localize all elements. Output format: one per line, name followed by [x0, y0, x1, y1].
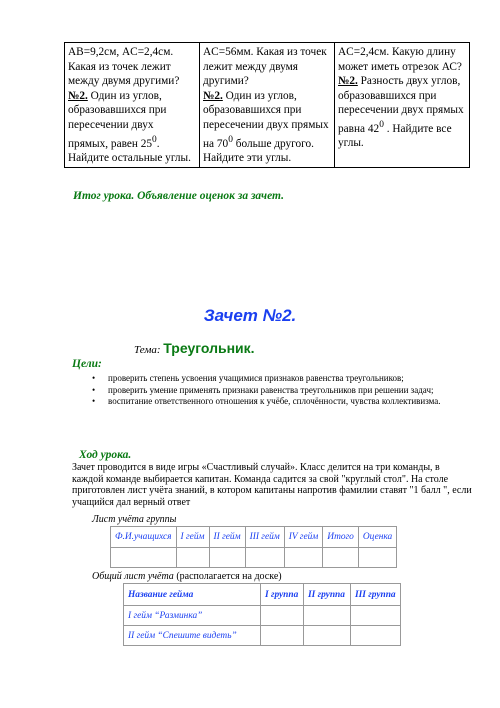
column-header: III группа — [351, 584, 401, 606]
list-item — [92, 385, 482, 397]
goal-text: проверить умение применять признаки равенства треугольников при решении задач; — [108, 384, 434, 395]
table-cell — [176, 548, 209, 568]
task-text: AC=56мм. Какая из точек лежит между двумя другими? — [203, 46, 327, 88]
table-cell — [261, 606, 304, 626]
general-table — [123, 583, 401, 646]
table-cell — [358, 548, 396, 568]
table-header-row — [111, 527, 397, 548]
column-header: II группа — [304, 584, 351, 606]
table-cell — [304, 626, 351, 646]
table-cell: I гейм “Разминка” — [124, 606, 261, 626]
task-text: . Найдите все углы. — [338, 122, 452, 150]
table-header-row — [124, 584, 401, 606]
degree-sup: 0 — [379, 119, 384, 130]
task-text: Один из углов, образовавшихся при пересечении двух прямых на 70 — [203, 89, 329, 150]
task-row — [65, 43, 470, 168]
degree-sup: 0 — [152, 134, 157, 145]
table-cell: II гейм “Спешите видеть” — [124, 626, 261, 646]
table-cell — [284, 548, 323, 568]
degree-sup: 0 — [228, 134, 233, 145]
task-table — [64, 42, 470, 168]
column-header: Название гейма — [124, 584, 261, 606]
task-text: Разность двух углов, образовавшихся при пересечении двух прямых равна 42 — [338, 75, 464, 135]
column-header: I гейм — [176, 527, 209, 548]
task-text: больше другого. Найдите эти углы. — [203, 137, 315, 164]
lesson-summary: Итог урока. Объявление оценок за зачет. — [73, 190, 284, 202]
task-text: AB=9,2см, AC=2,4см. Какая из точек лежит между двумя другими? — [68, 46, 180, 88]
table-row — [124, 606, 401, 626]
task-cell-3 — [335, 43, 470, 168]
task-cell-1 — [65, 43, 200, 168]
bullet-icon: • — [92, 373, 96, 383]
column-header: II гейм — [209, 527, 245, 548]
table-cell — [209, 548, 245, 568]
bullet-icon: • — [92, 384, 96, 395]
page-title: Зачет №2. — [203, 306, 297, 325]
table-cell — [261, 626, 304, 646]
score-table — [110, 526, 397, 568]
goal-text: проверить степень усвоения учащимися признаков равенства треугольников; — [108, 373, 404, 383]
table-cell — [351, 606, 401, 626]
column-header: Итого — [323, 527, 359, 548]
column-header: Оценка — [358, 527, 396, 548]
topic-line — [134, 340, 255, 358]
bullet-icon: • — [92, 396, 96, 407]
task-text: Один из углов, образовавшихся при пересечении двух прямых, равен 25 — [68, 89, 167, 150]
table-cell — [351, 626, 401, 646]
sheet-label: Лист учёта группы — [92, 514, 177, 525]
goal-text: воспитание ответственного отношения к учёбе, сплочённости, чувства коллективизма. — [108, 396, 441, 407]
table-row — [124, 626, 401, 646]
table-cell — [111, 548, 177, 568]
column-header: I группа — [261, 584, 304, 606]
topic-label: Тема: — [134, 344, 164, 356]
task-number: №2. — [338, 75, 358, 88]
task-cell-2 — [200, 43, 335, 168]
task-number: №2. — [203, 89, 223, 102]
column-header: III гейм — [245, 527, 284, 548]
general-sheet-label-title: Общий лист учёта — [92, 571, 174, 582]
column-header: IV гейм — [284, 527, 323, 548]
table-cell — [304, 606, 351, 626]
general-sheet-label-note: (располагается на доске) — [173, 571, 282, 582]
topic-value: Треугольник. — [163, 340, 255, 356]
list-item — [92, 373, 482, 385]
column-header: Ф.И.учащихся — [111, 527, 177, 548]
task-text: AC=2,4см. Какую длину может иметь отрезок АС? — [338, 46, 462, 73]
goals-heading: Цели: — [72, 358, 102, 370]
task-number: №2. — [68, 89, 88, 102]
table-cell — [245, 548, 284, 568]
task-text: . Найдите остальные углы. — [68, 137, 191, 164]
course-heading: Ход урока. — [79, 449, 132, 461]
course-description: Зачет проводится в виде игры «Счастливый случай». Класс делится на три команды, в каждой команде выбирается капитан. Команда садится за свой "круглый стол". На столе приготовлен лист учёта знаний, в котором капитаны напротив фамилии ставят "1 балл ", если учащийся дал верный ответ — [72, 462, 472, 509]
list-item — [92, 396, 482, 408]
general-sheet-label — [92, 571, 282, 582]
table-cell — [323, 548, 359, 568]
table-row — [111, 548, 397, 568]
goals-list — [92, 373, 482, 408]
